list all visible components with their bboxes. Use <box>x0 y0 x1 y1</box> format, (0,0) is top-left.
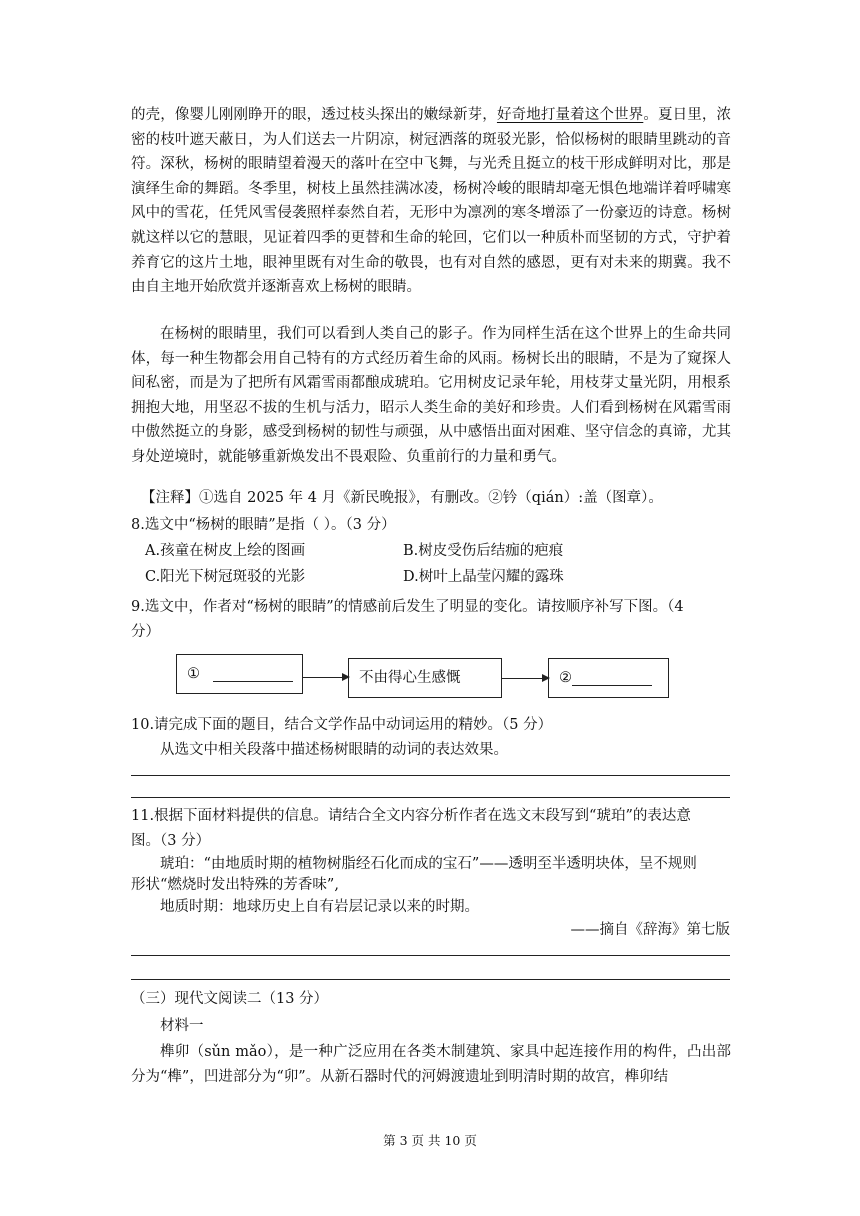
passage-paragraph-1 <box>131 103 731 300</box>
geologic-period-definition: 地质时期：地球历史上自有岩层记录以来的时期。 <box>160 899 479 915</box>
amber-definition-continued: 形状“燃烧时发出特殊的芳香味”, <box>131 877 339 893</box>
page-number-footer: 第 3 页 共 10 页 <box>383 1133 477 1148</box>
flow-box-3-label: ② <box>559 670 572 686</box>
flow-box-3 <box>548 658 669 698</box>
question-10-prompt: 从选文中相关段落中描述杨树眼睛的动词的表达效果。 <box>160 742 508 758</box>
underlined-phrase: 好奇地打量着这个世界 <box>496 107 644 123</box>
question-9-stem-continued: 分） <box>131 624 160 640</box>
question-8-stem: 8.选文中“杨树的眼睛”是指（ ）。（3 分） <box>131 517 396 533</box>
passage-paragraph-2: 在杨树的眼睛里，我们可以看到人类自己的影子。作为同样生活在这个世界上的生命共同体，每一种生物都会用自己特有的方式经历着生命的风雨。杨树长出的眼睛，不是为了窥探人间私密，而是为了把所有风霜雪雨都酿成琥珀。它用树皮记录年轮，用枝芽丈量光阴，用根系拥抱大地，用坚忍不拔的生机与活力，昭示人类生命的美好和珍贵。人们看到杨树在风霜雪雨中傲然挺立的身影，感受到杨树的韧性与顽强，从中感悟出面对困难、坚守信念的真谛，尤其身处逆境时，就能够重新焕发出不畏艰险、负重前行的力量和勇气。 <box>131 326 731 465</box>
passage-text: 的壳，像婴儿刚刚睁开的眼，透过枝头探出的嫩绿新芽， <box>131 107 497 123</box>
flow-box-2-text: 不由得心生感慨 <box>359 670 461 686</box>
flow-arrow-1 <box>303 677 348 678</box>
question-11-stem-continued: 图。（3 分） <box>131 833 211 849</box>
flow-box-2 <box>348 658 502 698</box>
answer-line[interactable] <box>131 955 730 956</box>
question-8-option-c: C.阳光下树冠斑驳的光影 <box>145 569 306 585</box>
question-11-stem: 11.根据下面材料提供的信息。请结合全文内容分析作者在选文末段写到“琥珀”的表达意 <box>131 808 691 824</box>
material-title: 材料一 <box>160 1018 204 1034</box>
flow-box-1 <box>176 654 303 694</box>
section-heading: （三）现代文阅读二（13 分） <box>131 991 329 1007</box>
answer-line[interactable] <box>131 797 730 798</box>
flow-arrow-2 <box>502 678 548 679</box>
answer-blank-2[interactable] <box>572 667 652 686</box>
passage-text: 。夏日里，浓密的枝叶遮天蔽日，为人们送去一片阴凉，树冠洒落的斑驳光影，恰似杨树的眼睛里跳动的音符。深秋，杨树的眼睛望着漫天的落叶在空中飞舞，与光秃且挺立的枝干形成鲜明对比，那是演绎生命的舞蹈。冬季里，树枝上虽然挂满冰凌，杨树冷峻的眼睛却毫无惧色地端详着呼啸寒风中的雪花，任凭风雪侵袭照样泰然自若，无形中为凛冽的寒冬增添了一份豪迈的诗意。杨树就这样以它的慧眼，见证着四季的更替和生命的轮回，它们以一种质朴而坚韧的方式，守护着养育它的这片土地，眼神里既有对生命的敬畏，也有对自然的感恩，更有对未来的期冀。我不由自主地开始欣赏并逐渐喜欢上杨树的眼睛。 <box>131 107 731 296</box>
question-8-option-d: D.树叶上晶莹闪耀的露珠 <box>403 569 564 585</box>
question-8-option-a: A.孩童在树皮上绘的图画 <box>145 543 306 559</box>
question-8-option-b: B.树皮受伤后结痂的疤痕 <box>403 543 564 559</box>
flow-box-1-label: ① <box>187 666 200 682</box>
question-10-stem: 10.请完成下面的题目，结合文学作品中动词运用的精妙。（5 分） <box>131 717 553 733</box>
question-9-stem: 9.选文中，作者对“杨树的眼睛”的情感前后发生了明显的变化。请按顺序补写下图。（4 <box>131 599 684 615</box>
annotation-note: 【注释】①选自 2025 年 4 月《新民晚报》，有删改。②钤（qián）:盖（图章）。 <box>141 490 663 506</box>
citation-source: ——摘自《辞海》第七版 <box>570 922 730 938</box>
answer-line[interactable] <box>131 775 730 776</box>
answer-blank-1[interactable] <box>213 663 293 682</box>
material-text: 榫卯（sǔn mǎo），是一种广泛应用在各类木制建筑、家具中起连接作用的构件，凸出部分为“榫”，凹进部分为“卯”。从新石器时代的河姆渡遗址到明清时期的故宫，榫卯结 <box>131 1044 731 1085</box>
amber-definition: 琥珀：“由地质时期的植物树脂经石化而成的宝石”——透明至半透明块体，呈不规则 <box>160 856 697 872</box>
answer-line[interactable] <box>131 979 730 980</box>
